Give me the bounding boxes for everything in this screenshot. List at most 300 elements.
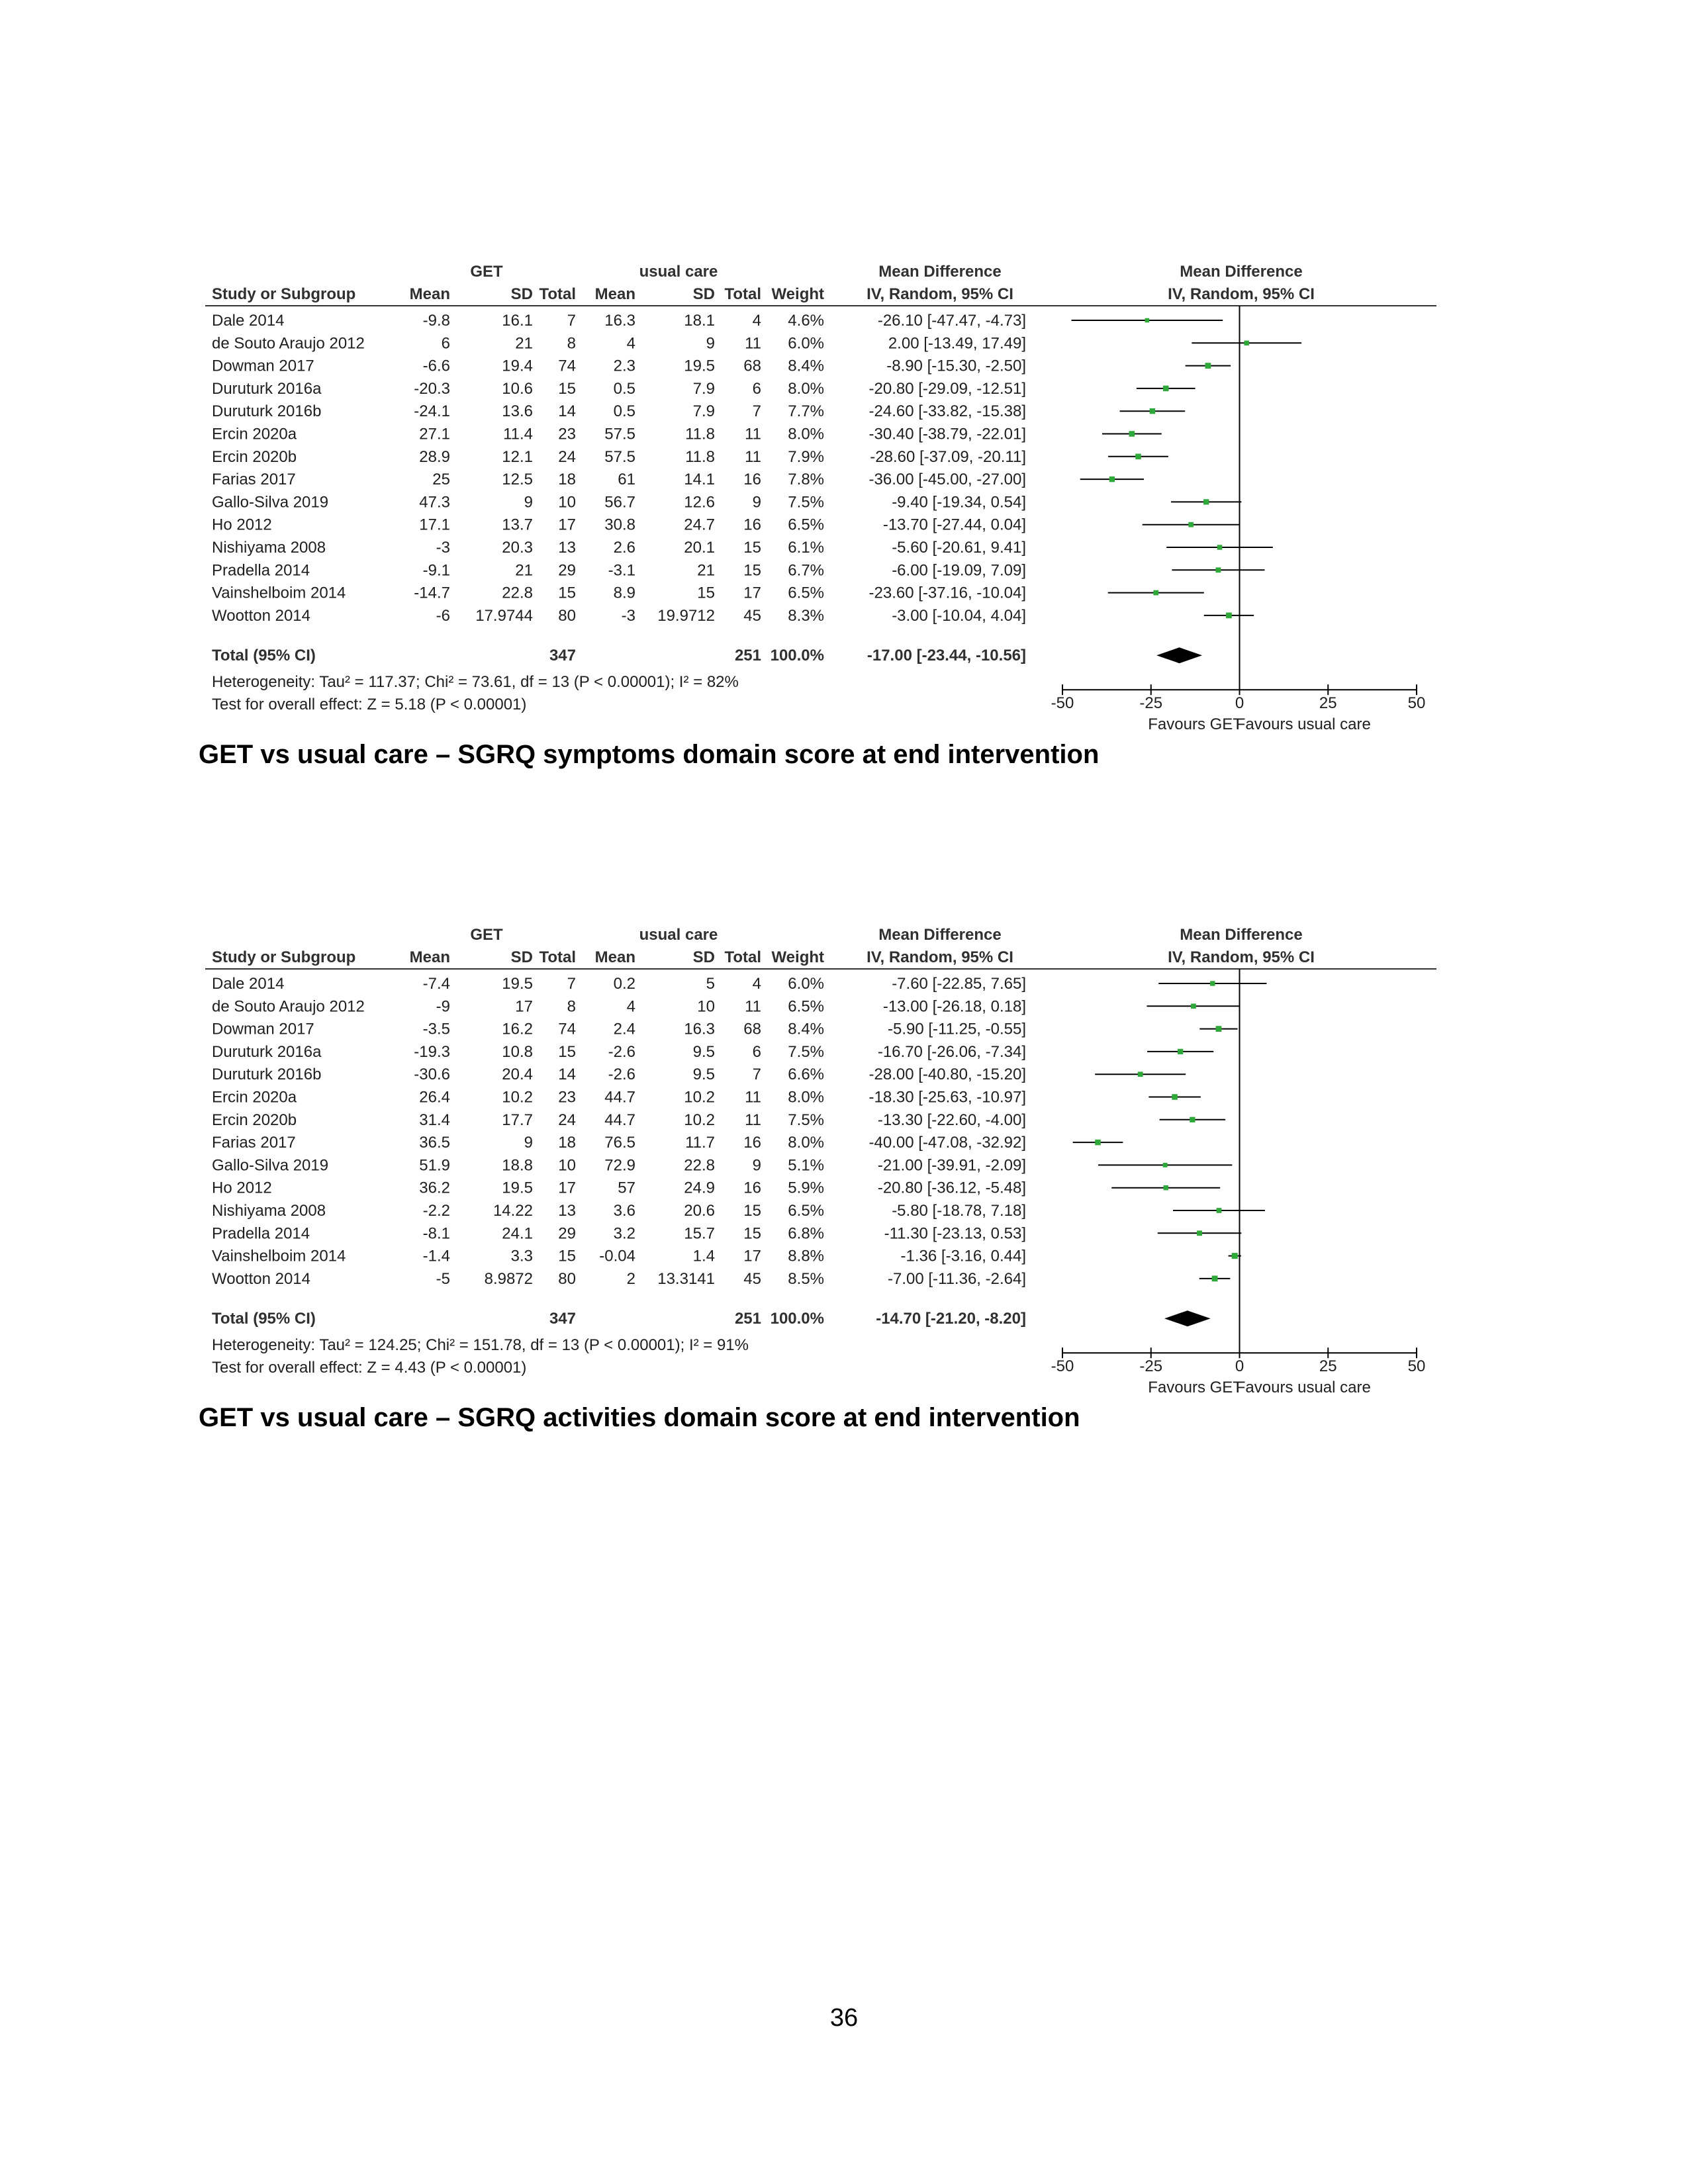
- group2-total: 16: [743, 1134, 761, 1152]
- group1-mean: -9: [436, 997, 450, 1016]
- group1-mean: 31.4: [419, 1111, 450, 1129]
- group2-grand-total: 251: [734, 1310, 761, 1328]
- study-weight: 7.8%: [788, 471, 824, 489]
- overall-effect-text: Test for overall effect: Z = 5.18 (P < 0.00001): [212, 696, 527, 714]
- effect-marker: [1226, 613, 1232, 619]
- study-label: Wootton 2014: [212, 606, 311, 625]
- group2-sd: 9.5: [692, 1066, 715, 1084]
- study-ci-text: -18.30 [-25.63, -10.97]: [868, 1088, 1026, 1107]
- group1-mean: -2.2: [422, 1202, 450, 1220]
- effect-marker: [1163, 1163, 1168, 1167]
- group1-mean: -6: [436, 606, 450, 625]
- group2-sd: 19.9712: [657, 606, 715, 625]
- forest-plot-symptoms: [199, 258, 1456, 735]
- effect-marker: [1216, 1026, 1222, 1032]
- study-label: Duruturk 2016b: [212, 1066, 322, 1084]
- study-weight: 8.8%: [788, 1247, 824, 1265]
- effect-marker: [1197, 1230, 1202, 1236]
- effect-marker: [1138, 1071, 1143, 1077]
- group1-total: 13: [558, 1202, 576, 1220]
- study-label: Ercin 2020b: [212, 1111, 297, 1129]
- study-ci-text: -28.00 [-40.80, -15.20]: [868, 1066, 1026, 1084]
- study-label: Ercin 2020a: [212, 1088, 297, 1107]
- study-ci-text: -21.00 [-39.91, -2.09]: [877, 1156, 1026, 1175]
- x-tick-label: -25: [1139, 1357, 1163, 1376]
- study-label: Ercin 2020a: [212, 425, 297, 443]
- group2-sd: 24.9: [684, 1179, 715, 1197]
- group2-mean: 57: [618, 1179, 635, 1197]
- md-column-subheader: IV, Random, 95% CI: [867, 285, 1013, 303]
- group1-total: 10: [558, 493, 576, 512]
- study-weight: 6.6%: [788, 1066, 824, 1084]
- effect-marker: [1203, 499, 1209, 504]
- group2-mean: 2.6: [613, 539, 635, 557]
- effect-marker: [1244, 341, 1248, 345]
- study-label: Ho 2012: [212, 516, 272, 534]
- study-column-header: Study or Subgroup: [212, 948, 356, 966]
- study-ci-text: -11.30 [-23.13, 0.53]: [884, 1224, 1026, 1243]
- group2-sd: 1.4: [692, 1247, 715, 1265]
- group1-mean: -9.1: [422, 561, 450, 580]
- study-column-header: Study or Subgroup: [212, 285, 356, 303]
- study-ci-text: -40.00 [-47.08, -32.92]: [868, 1134, 1026, 1152]
- group2-mean: 0.2: [613, 975, 635, 993]
- study-label: Duruturk 2016a: [212, 1042, 322, 1061]
- group1-mean: 28.9: [419, 447, 450, 466]
- group2-mean: 44.7: [604, 1088, 635, 1107]
- heterogeneity-text: Heterogeneity: Tau² = 117.37; Chi² = 73.61, df = 13 (P < 0.00001); I² = 82%: [212, 673, 739, 692]
- effect-marker: [1217, 545, 1222, 549]
- plot-header: Mean Difference: [1180, 926, 1303, 944]
- total-header: Total: [724, 285, 761, 303]
- total-ci-text: -17.00 [-23.44, -10.56]: [867, 647, 1026, 665]
- plot-subheader: IV, Random, 95% CI: [1168, 948, 1315, 966]
- group1-grand-total: 347: [549, 1310, 576, 1328]
- study-label: Dale 2014: [212, 312, 285, 330]
- group1-sd: 10.8: [502, 1042, 533, 1061]
- study-label: Dale 2014: [212, 975, 285, 993]
- group1-mean: 47.3: [419, 493, 450, 512]
- group2-total: 9: [752, 1156, 761, 1175]
- study-weight: 7.7%: [788, 402, 824, 421]
- group2-mean: 2.3: [613, 357, 635, 375]
- group1-mean: 17.1: [419, 516, 450, 534]
- study-weight: 8.4%: [788, 357, 824, 375]
- group1-total: 8: [567, 997, 576, 1016]
- study-label: Gallo-Silva 2019: [212, 493, 329, 512]
- group2-sd: 15.7: [684, 1224, 715, 1243]
- effect-marker: [1109, 477, 1115, 482]
- group2-sd: 11.7: [685, 1134, 715, 1152]
- study-weight: 5.1%: [788, 1156, 824, 1175]
- x-tick-label: -50: [1051, 694, 1074, 713]
- group2-sd: 20.6: [684, 1202, 715, 1220]
- group2-total: 16: [743, 516, 761, 534]
- group1-sd: 9: [524, 493, 533, 512]
- study-weight: 6.5%: [788, 1202, 824, 1220]
- total-label: Total (95% CI): [212, 647, 316, 665]
- total-weight: 100.0%: [770, 1310, 824, 1328]
- effect-marker: [1188, 522, 1194, 527]
- group1-mean: -8.1: [422, 1224, 450, 1243]
- overall-effect-text: Test for overall effect: Z = 4.43 (P < 0.00001): [212, 1359, 527, 1377]
- study-ci-text: -3.00 [-10.04, 4.04]: [892, 606, 1026, 625]
- group1-sd: 13.6: [502, 402, 533, 421]
- group1-mean: 27.1: [419, 425, 450, 443]
- forest-plot-svg: [199, 921, 1456, 1398]
- total-label: Total (95% CI): [212, 1310, 316, 1328]
- group1-sd: 10.2: [502, 1088, 533, 1107]
- group2-total: 4: [752, 312, 761, 330]
- group2-grand-total: 251: [734, 647, 761, 665]
- effect-marker: [1153, 590, 1158, 596]
- group2-sd: 10.2: [684, 1088, 715, 1107]
- group2-sd: 19.5: [684, 357, 715, 375]
- group2-header: usual care: [639, 263, 718, 281]
- study-ci-text: -5.90 [-11.25, -0.55]: [887, 1020, 1026, 1038]
- study-label: Farias 2017: [212, 471, 296, 489]
- group1-grand-total: 347: [549, 647, 576, 665]
- group2-mean: -3: [621, 606, 635, 625]
- x-tick-label: 0: [1235, 694, 1244, 713]
- x-tick-label: 50: [1407, 1357, 1426, 1376]
- effect-marker: [1172, 1094, 1178, 1100]
- group2-mean: -3.1: [608, 561, 635, 580]
- group1-mean: 36.2: [419, 1179, 450, 1197]
- group1-mean: -3: [436, 539, 450, 557]
- study-ci-text: -16.70 [-26.06, -7.34]: [877, 1042, 1026, 1061]
- mean-header: Mean: [594, 948, 635, 966]
- group2-mean: 30.8: [604, 516, 635, 534]
- favours-left-label: Favours GET: [1148, 1379, 1243, 1397]
- x-tick-label: 50: [1407, 694, 1426, 713]
- favours-left-label: Favours GET: [1148, 715, 1243, 734]
- group2-sd: 7.9: [692, 379, 715, 398]
- group2-mean: 4: [626, 997, 635, 1016]
- md-column-subheader: IV, Random, 95% CI: [867, 948, 1013, 966]
- study-weight: 8.0%: [788, 425, 824, 443]
- study-ci-text: -1.36 [-3.16, 0.44]: [900, 1247, 1026, 1265]
- page-number: 36: [829, 2004, 859, 2032]
- group2-total: 15: [743, 539, 761, 557]
- group1-total: 74: [558, 1020, 576, 1038]
- group1-sd: 13.7: [502, 516, 533, 534]
- study-ci-text: -24.60 [-33.82, -15.38]: [868, 402, 1026, 421]
- study-label: Vainshelboim 2014: [212, 584, 346, 602]
- group2-total: 16: [743, 1179, 761, 1197]
- group1-mean: -9.8: [422, 312, 450, 330]
- study-ci-text: -9.40 [-19.34, 0.54]: [892, 493, 1026, 512]
- study-ci-text: -26.10 [-47.47, -4.73]: [877, 312, 1026, 330]
- study-label: Pradella 2014: [212, 561, 310, 580]
- study-ci-text: -20.80 [-29.09, -12.51]: [868, 379, 1026, 398]
- group1-total: 24: [558, 1111, 576, 1129]
- x-tick-label: -50: [1051, 1357, 1074, 1376]
- weight-header: Weight: [771, 948, 824, 966]
- group1-mean: -14.7: [414, 584, 450, 602]
- group1-sd: 19.5: [502, 975, 533, 993]
- study-ci-text: -13.30 [-22.60, -4.00]: [877, 1111, 1026, 1129]
- effect-marker: [1095, 1140, 1101, 1146]
- group2-sd: 11.8: [685, 425, 715, 443]
- group1-sd: 20.4: [502, 1066, 533, 1084]
- group2-mean: 2.4: [613, 1020, 635, 1038]
- sd-header: SD: [692, 285, 715, 303]
- group2-sd: 18.1: [684, 312, 715, 330]
- group1-sd: 24.1: [502, 1224, 533, 1243]
- group1-total: 18: [558, 1134, 576, 1152]
- group2-sd: 22.8: [684, 1156, 715, 1175]
- study-ci-text: -30.40 [-38.79, -22.01]: [868, 425, 1026, 443]
- group2-mean: -0.04: [599, 1247, 635, 1265]
- group2-sd: 20.1: [684, 539, 715, 557]
- mean-header: Mean: [594, 285, 635, 303]
- group1-sd: 22.8: [502, 584, 533, 602]
- effect-marker: [1150, 408, 1155, 414]
- mean-header: Mean: [409, 285, 450, 303]
- group1-total: 8: [567, 334, 576, 353]
- study-weight: 6.7%: [788, 561, 824, 580]
- study-ci-text: -28.60 [-37.09, -20.11]: [870, 447, 1026, 466]
- group1-mean: 6: [441, 334, 450, 353]
- effect-marker: [1215, 567, 1221, 572]
- group1-total: 18: [558, 471, 576, 489]
- group1-mean: -24.1: [414, 402, 450, 421]
- study-label: de Souto Araujo 2012: [212, 334, 365, 353]
- study-ci-text: -13.00 [-26.18, 0.18]: [882, 997, 1026, 1016]
- group1-total: 80: [558, 606, 576, 625]
- group2-total: 11: [745, 425, 761, 443]
- group2-total: 6: [752, 1042, 761, 1061]
- group1-sd: 12.5: [502, 471, 533, 489]
- effect-marker: [1129, 431, 1135, 437]
- study-ci-text: -7.00 [-11.36, -2.64]: [887, 1269, 1026, 1288]
- study-ci-text: -36.00 [-45.00, -27.00]: [868, 471, 1026, 489]
- effect-marker: [1212, 1275, 1218, 1281]
- group2-mean: 3.6: [613, 1202, 635, 1220]
- group2-mean: 3.2: [613, 1224, 635, 1243]
- group1-total: 7: [567, 975, 576, 993]
- group1-total: 29: [558, 561, 576, 580]
- study-ci-text: -8.90 [-15.30, -2.50]: [886, 357, 1026, 375]
- effect-marker: [1163, 386, 1169, 392]
- sd-header: SD: [510, 948, 533, 966]
- group1-sd: 21: [515, 561, 533, 580]
- study-weight: 8.0%: [788, 1088, 824, 1107]
- group1-sd: 3.3: [510, 1247, 533, 1265]
- study-label: Nishiyama 2008: [212, 1202, 326, 1220]
- study-weight: 8.0%: [788, 1134, 824, 1152]
- pooled-diamond: [1156, 647, 1202, 663]
- group2-mean: 0.5: [613, 402, 635, 421]
- group1-total: 29: [558, 1224, 576, 1243]
- group2-total: 15: [743, 561, 761, 580]
- plot-header: Mean Difference: [1180, 263, 1303, 281]
- group1-mean: -20.3: [414, 379, 450, 398]
- group1-mean: 25: [432, 471, 450, 489]
- total-header: Total: [539, 285, 576, 303]
- study-ci-text: -20.80 [-36.12, -5.48]: [877, 1179, 1026, 1197]
- group2-total: 11: [745, 1111, 761, 1129]
- study-weight: 4.6%: [788, 312, 824, 330]
- md-column-header: Mean Difference: [878, 926, 1002, 944]
- group1-total: 14: [558, 1066, 576, 1084]
- group2-total: 11: [745, 334, 761, 353]
- group2-total: 17: [743, 584, 761, 602]
- group1-total: 15: [558, 1247, 576, 1265]
- group1-header: GET: [470, 263, 503, 281]
- study-label: Duruturk 2016b: [212, 402, 322, 421]
- group2-sd: 5: [706, 975, 715, 993]
- study-weight: 7.5%: [788, 1042, 824, 1061]
- group1-sd: 19.5: [502, 1179, 533, 1197]
- group1-mean: -30.6: [414, 1066, 450, 1084]
- study-label: de Souto Araujo 2012: [212, 997, 365, 1016]
- effect-marker: [1217, 1208, 1222, 1213]
- group1-sd: 18.8: [502, 1156, 533, 1175]
- effect-marker: [1232, 1253, 1238, 1259]
- study-weight: 6.5%: [788, 997, 824, 1016]
- group2-mean: 2: [626, 1269, 635, 1288]
- favours-right-label: Favours usual care: [1235, 715, 1371, 734]
- study-ci-text: -7.60 [-22.85, 7.65]: [892, 975, 1026, 993]
- effect-marker: [1190, 1117, 1195, 1122]
- study-label: Dowman 2017: [212, 357, 314, 375]
- group1-total: 23: [558, 425, 576, 443]
- study-weight: 7.5%: [788, 1111, 824, 1129]
- total-header: Total: [539, 948, 576, 966]
- effect-marker: [1205, 363, 1211, 369]
- group1-mean: -5: [436, 1269, 450, 1288]
- group2-header: usual care: [639, 926, 718, 944]
- group2-mean: 16.3: [604, 312, 635, 330]
- group1-mean: -3.5: [422, 1020, 450, 1038]
- group2-mean: 8.9: [613, 584, 635, 602]
- study-weight: 6.0%: [788, 334, 824, 353]
- group2-total: 15: [743, 1202, 761, 1220]
- effect-marker: [1145, 318, 1150, 323]
- group2-mean: -2.6: [608, 1066, 635, 1084]
- group1-mean: -1.4: [422, 1247, 450, 1265]
- group2-mean: 44.7: [604, 1111, 635, 1129]
- group1-total: 24: [558, 447, 576, 466]
- group2-sd: 9.5: [692, 1042, 715, 1061]
- study-label: Farias 2017: [212, 1134, 296, 1152]
- group2-total: 9: [752, 493, 761, 512]
- group1-sd: 9: [524, 1134, 533, 1152]
- group1-total: 23: [558, 1088, 576, 1107]
- study-label: Duruturk 2016a: [212, 379, 322, 398]
- group2-total: 17: [743, 1247, 761, 1265]
- forest-plot-svg: [199, 258, 1456, 735]
- group2-mean: 57.5: [604, 447, 635, 466]
- study-label: Nishiyama 2008: [212, 539, 326, 557]
- study-weight: 8.0%: [788, 379, 824, 398]
- group2-sd: 10: [697, 997, 715, 1016]
- mean-header: Mean: [409, 948, 450, 966]
- study-weight: 6.8%: [788, 1224, 824, 1243]
- study-ci-text: 2.00 [-13.49, 17.49]: [888, 334, 1026, 353]
- x-tick-label: 25: [1319, 694, 1337, 713]
- study-label: Ho 2012: [212, 1179, 272, 1197]
- group1-sd: 12.1: [502, 447, 533, 466]
- group1-sd: 14.22: [492, 1202, 533, 1220]
- group1-sd: 8.9872: [484, 1269, 533, 1288]
- group2-total: 15: [743, 1224, 761, 1243]
- total-header: Total: [724, 948, 761, 966]
- study-ci-text: -5.80 [-18.78, 7.18]: [892, 1202, 1026, 1220]
- group2-total: 7: [752, 402, 761, 421]
- group1-sd: 17.7: [502, 1111, 533, 1129]
- group2-mean: 56.7: [604, 493, 635, 512]
- study-weight: 6.0%: [788, 975, 824, 993]
- group2-sd: 14.1: [684, 471, 715, 489]
- group2-total: 45: [743, 606, 761, 625]
- x-tick-label: 25: [1319, 1357, 1337, 1376]
- group2-sd: 15: [697, 584, 715, 602]
- study-weight: 6.5%: [788, 516, 824, 534]
- group2-total: 11: [745, 1088, 761, 1107]
- total-ci-text: -14.70 [-21.20, -8.20]: [876, 1310, 1026, 1328]
- group1-sd: 17: [515, 997, 533, 1016]
- study-label: Pradella 2014: [212, 1224, 310, 1243]
- group1-total: 74: [558, 357, 576, 375]
- group1-mean: 36.5: [419, 1134, 450, 1152]
- study-label: Dowman 2017: [212, 1020, 314, 1038]
- group1-mean: 26.4: [419, 1088, 450, 1107]
- group1-total: 14: [558, 402, 576, 421]
- group2-sd: 9: [706, 334, 715, 353]
- group2-sd: 21: [697, 561, 715, 580]
- study-label: Ercin 2020b: [212, 447, 297, 466]
- group1-total: 15: [558, 1042, 576, 1061]
- study-ci-text: -13.70 [-27.44, 0.04]: [882, 516, 1026, 534]
- study-label: Vainshelboim 2014: [212, 1247, 346, 1265]
- group1-sd: 17.9744: [475, 606, 533, 625]
- study-weight: 7.9%: [788, 447, 824, 466]
- study-weight: 6.5%: [788, 584, 824, 602]
- group1-mean: -6.6: [422, 357, 450, 375]
- group1-total: 15: [558, 584, 576, 602]
- study-weight: 8.5%: [788, 1269, 824, 1288]
- effect-marker: [1135, 454, 1141, 459]
- study-label: Wootton 2014: [212, 1269, 311, 1288]
- group2-mean: 72.9: [604, 1156, 635, 1175]
- study-weight: 6.1%: [788, 539, 824, 557]
- study-weight: 5.9%: [788, 1179, 824, 1197]
- x-tick-label: -25: [1139, 694, 1163, 713]
- group1-total: 80: [558, 1269, 576, 1288]
- group2-total: 7: [752, 1066, 761, 1084]
- sd-header: SD: [692, 948, 715, 966]
- group2-total: 4: [752, 975, 761, 993]
- group2-sd: 12.6: [684, 493, 715, 512]
- study-ci-text: -23.60 [-37.16, -10.04]: [868, 584, 1026, 602]
- group1-mean: -7.4: [422, 975, 450, 993]
- group1-sd: 21: [515, 334, 533, 353]
- figure-caption-activities: GET vs usual care – SGRQ activities domain score at end intervention: [199, 1403, 1080, 1432]
- group2-sd: 13.3141: [657, 1269, 715, 1288]
- effect-marker: [1164, 1185, 1168, 1190]
- forest-plot-activities: [199, 921, 1456, 1398]
- study-ci-text: -5.60 [-20.61, 9.41]: [892, 539, 1026, 557]
- group1-sd: 19.4: [502, 357, 533, 375]
- study-ci-text: -6.00 [-19.09, 7.09]: [892, 561, 1026, 580]
- group1-total: 10: [558, 1156, 576, 1175]
- md-column-header: Mean Difference: [878, 263, 1002, 281]
- study-label: Gallo-Silva 2019: [212, 1156, 329, 1175]
- group1-mean: -19.3: [414, 1042, 450, 1061]
